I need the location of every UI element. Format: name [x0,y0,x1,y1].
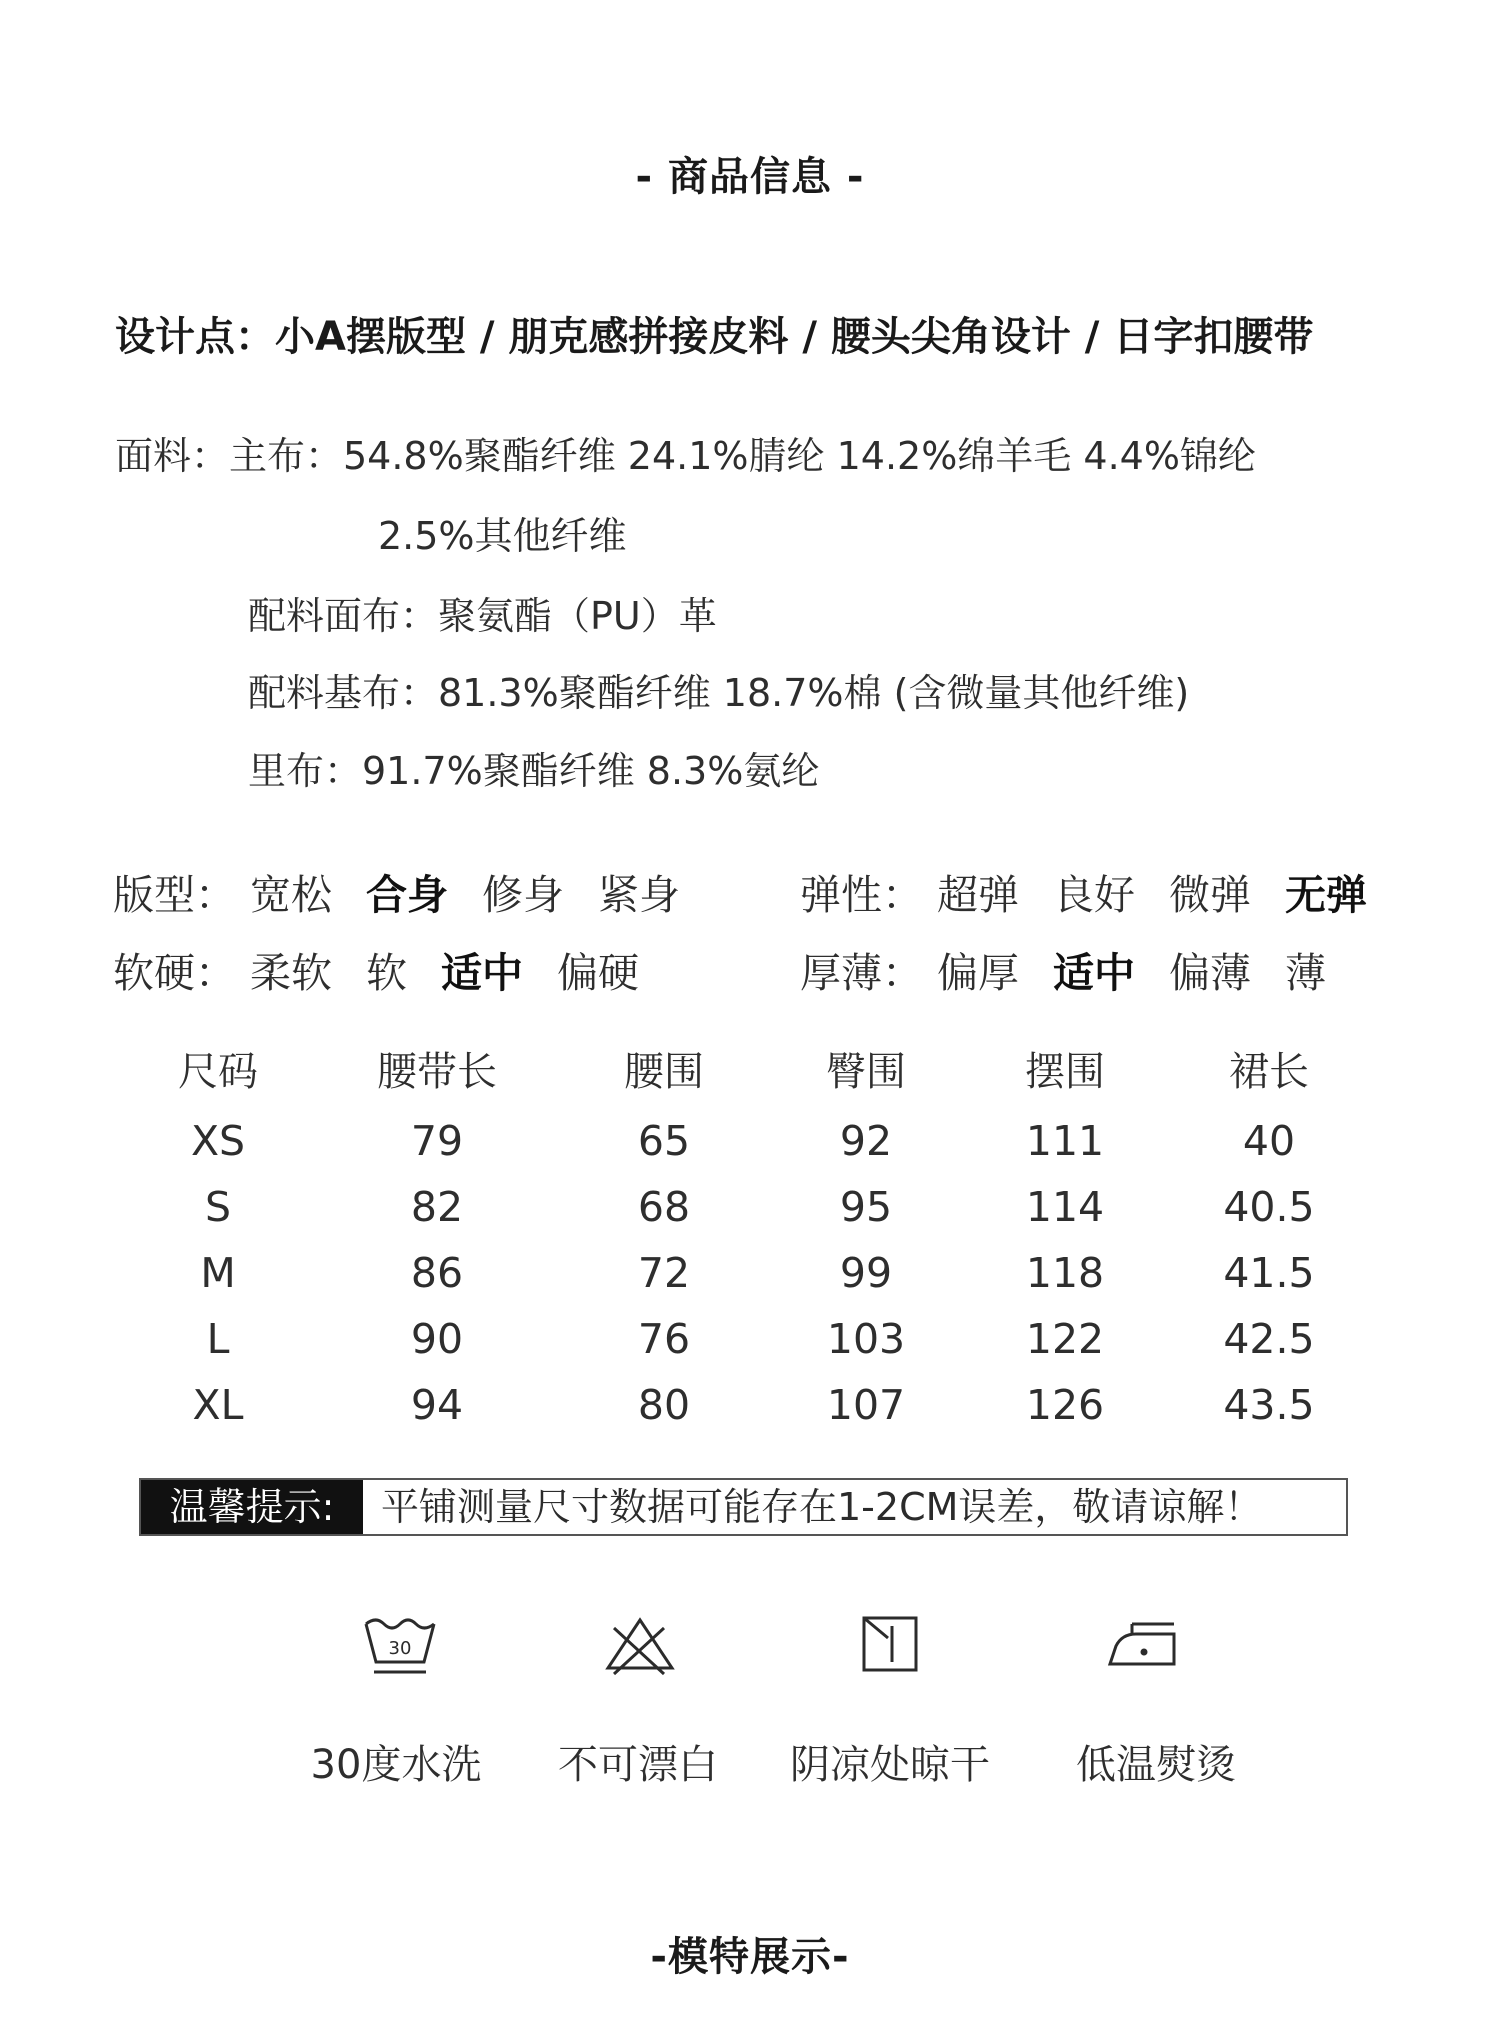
size-table-cell: 92 [839,1117,893,1165]
size-table-cell: 122 [1025,1315,1105,1363]
thickness-label: 厚薄： [800,949,923,997]
size-table-size: L [206,1315,230,1363]
fit-option: 合身 [366,871,448,919]
fabric-main-cont: 2.5%其他纤维 [378,514,627,558]
size-table-cell: 95 [839,1183,893,1231]
size-table-cell: 107 [826,1381,906,1429]
size-table-cell: 126 [1025,1381,1105,1429]
size-table-cell: 114 [1025,1183,1105,1231]
tip-box [139,1478,1348,1536]
softness-option: 适中 [441,949,523,997]
care-label-low-iron: 低温熨烫 [1076,1742,1236,1788]
size-table-cell: 76 [637,1315,691,1363]
size-table-cell: 80 [637,1381,691,1429]
size-table-cell: 72 [637,1249,691,1297]
softness-label: 软硬： [113,949,236,997]
size-table-cell: 90 [410,1315,464,1363]
fabric-trim-face: 配料面布：聚氨酯（PU）革 [248,594,717,638]
thickness-option: 偏厚 [937,949,1019,997]
size-table-size: XL [192,1381,244,1429]
wash-30-icon [360,1610,440,1680]
low-iron-icon [1104,1618,1184,1674]
size-table-cell: 79 [410,1117,464,1165]
size-table-cell: 111 [1025,1117,1105,1165]
section-title: - 商品信息 - [635,154,865,200]
elasticity-option: 微弹 [1169,871,1251,919]
size-table-cell: 86 [410,1249,464,1297]
wash-temp: 30 [388,1638,412,1659]
fit-label: 版型： [113,871,236,919]
no-bleach-icon [600,1612,680,1678]
care-label-wash: 30度水洗 [310,1742,482,1788]
size-table-cell: 40 [1242,1117,1296,1165]
size-table-header: 腰围 [624,1049,704,1095]
size-table-cell: 43.5 [1223,1381,1315,1429]
shade-dry-icon [858,1612,922,1676]
size-table-cell: 103 [826,1315,906,1363]
size-table-cell: 40.5 [1223,1183,1315,1231]
elasticity-label: 弹性： [800,871,923,919]
size-table-cell: 118 [1025,1249,1105,1297]
size-table-cell: 41.5 [1223,1249,1315,1297]
size-table-size: S [204,1183,232,1231]
thickness-option: 薄 [1285,949,1326,997]
design-points: 设计点：小A摆版型 / 朋克感拼接皮料 / 腰头尖角设计 / 日字扣腰带 [115,314,1314,360]
size-table-size: M [200,1249,236,1297]
model-section-title: -模特展示- [650,1934,850,1980]
fit-option: 紧身 [598,871,680,919]
size-table-cell: 94 [410,1381,464,1429]
elasticity-option: 超弹 [937,871,1019,919]
fabric-lining: 里布：91.7%聚酯纤维 8.3%氨纶 [248,749,820,793]
elasticity-option: 无弹 [1285,871,1367,919]
elasticity-option: 良好 [1053,871,1135,919]
size-table-header: 裙长 [1229,1049,1309,1095]
size-table-cell: 42.5 [1223,1315,1315,1363]
softness-option: 柔软 [250,949,332,997]
fit-option: 宽松 [250,871,332,919]
care-label-no-bleach: 不可漂白 [558,1742,718,1788]
size-table-header: 尺码 [178,1049,258,1095]
size-table-cell: 82 [410,1183,464,1231]
size-table-header: 腰带长 [377,1049,497,1095]
tip-label: 温馨提示: [141,1480,363,1534]
size-table-cell: 99 [839,1249,893,1297]
tip-text: 平铺测量尺寸数据可能存在1-2CM误差，敬请谅解！ [381,1485,1263,1529]
thickness-option: 适中 [1053,949,1135,997]
care-label-shade-dry: 阴凉处晾干 [790,1742,990,1788]
size-table-cell: 65 [637,1117,691,1165]
size-table-size: XS [190,1117,246,1165]
softness-option: 软 [366,949,407,997]
softness-option: 偏硬 [557,949,639,997]
fit-option: 修身 [482,871,564,919]
fabric-main: 面料：主布：54.8%聚酯纤维 24.1%腈纶 14.2%绵羊毛 4.4%锦纶 [115,434,1256,478]
thickness-option: 偏薄 [1169,949,1251,997]
size-table-header: 臀围 [826,1049,906,1095]
fabric-trim-base: 配料基布：81.3%聚酯纤维 18.7%棉 (含微量其他纤维) [248,671,1190,715]
size-table-header: 摆围 [1025,1049,1105,1095]
size-table-cell: 68 [637,1183,691,1231]
